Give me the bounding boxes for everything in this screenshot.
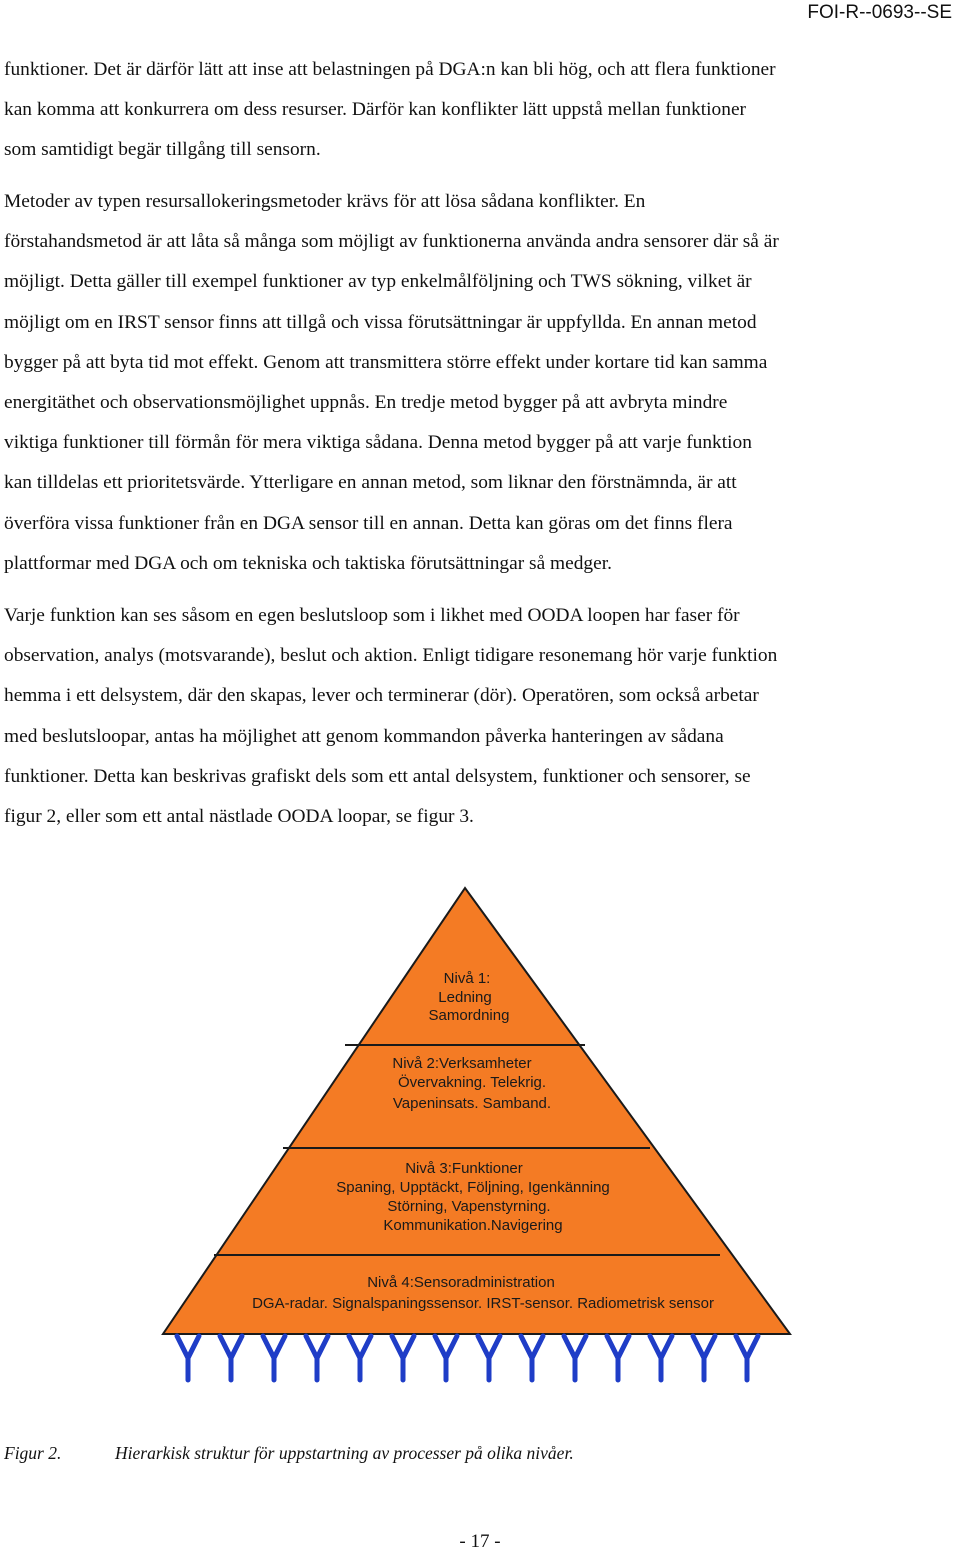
paragraph-3 xyxy=(4,596,956,837)
level-1-label: Nivå 1: xyxy=(443,970,491,987)
figure-caption-label: Figur 2. xyxy=(4,1443,62,1463)
level-3-desc: Störning, Vapenstyrning. xyxy=(387,1198,551,1215)
text-line: hemma i ett delsystem, där den skapas, lever och terminerar (dör). Operatören, som också arbetar xyxy=(4,685,759,707)
sensor-antennas xyxy=(177,1336,758,1380)
antenna-icon xyxy=(220,1336,242,1380)
text-line: möjligt om en IRST sensor finns att tillgå och vissa förutsättningar är uppfyllda. En annan metod xyxy=(4,311,757,333)
pyramid-diagram xyxy=(0,880,960,1390)
figure-caption-text: Hierarkisk struktur för uppstartning av processer på olika nivåer. xyxy=(115,1443,574,1463)
level-2 xyxy=(392,1055,551,1112)
level-2-label: Nivå 2:Verksamheter xyxy=(392,1055,532,1072)
antenna-icon xyxy=(650,1336,672,1380)
page-number: - 17 - xyxy=(459,1531,501,1552)
level-3-desc: Spaning, Upptäckt, Följning, Igenkänning xyxy=(336,1179,610,1196)
text-line: kan tilldelas ett prioritetsvärde. Ytterligare en annan metod, som liknar den förstnämnda, är att xyxy=(4,472,737,494)
paragraph-2 xyxy=(4,182,956,584)
text-line: energitäthet och observationsmöjlighet uppnås. En tredje metod bygger på att avbryta mindre xyxy=(4,392,728,414)
antenna-icon xyxy=(435,1336,457,1380)
level-3-label: Nivå 3:Funktioner xyxy=(405,1160,523,1177)
text-line: kan komma att konkurrera om dess resurser. Därför kan konflikter lätt uppstå mellan funktioner xyxy=(4,99,747,121)
text-line: med beslutsloopar, antas ha möjlighet att genom kommandon påverka hanteringen av sådana xyxy=(4,725,724,747)
text-line: som samtidigt begär tillgång till sensorn. xyxy=(4,139,321,161)
antenna-icon xyxy=(564,1336,586,1380)
text-line: figur 2, eller som ett antal nästlade OODA loopar, se figur 3. xyxy=(4,806,474,828)
paragraph-1 xyxy=(4,50,956,171)
antenna-icon xyxy=(736,1336,758,1380)
level-3-desc: Kommunikation.Navigering xyxy=(383,1217,563,1234)
text-line: förstahandsmetod är att låta så många som möjligt av funktionerna använda andra sensorer där så är xyxy=(4,231,779,253)
text-line: möjligt. Detta gäller till exempel funktioner av typ enkelmålföljning och TWS sökning, vilket är xyxy=(4,271,752,293)
level-1-desc: Samordning xyxy=(428,1007,510,1024)
antenna-icon xyxy=(177,1336,199,1380)
antenna-icon xyxy=(392,1336,414,1380)
text-line: plattformar med DGA och om tekniska och taktiska förutsättningar så medger. xyxy=(4,552,612,574)
text-line: överföra vissa funktioner från en DGA sensor till en annan. Detta kan göras om det finns flera xyxy=(4,512,733,534)
text-line: bygger på att byta tid mot effekt. Genom att transmittera större effekt under kortare tid kan samma xyxy=(4,351,768,373)
level-2-desc: Vapeninsats. Samband. xyxy=(392,1095,552,1112)
antenna-icon xyxy=(306,1336,328,1380)
antenna-icon xyxy=(478,1336,500,1380)
antenna-icon xyxy=(693,1336,715,1380)
antenna-icon xyxy=(263,1336,285,1380)
level-2-desc: Övervakning. Telekrig. xyxy=(397,1074,547,1091)
text-line: observation, analys (motsvarande), beslut och aktion. Enligt tidigare resonemang hör varje funktion xyxy=(4,645,778,667)
text-line: Metoder av typen resursallokeringsmetoder krävs för att lösa sådana konflikter. En xyxy=(4,191,646,212)
antenna-icon xyxy=(521,1336,543,1380)
text-line: Varje funktion kan ses såsom en egen beslutsloop som i likhet med OODA loopen har faser för xyxy=(4,605,740,626)
text-line: viktiga funktioner till förmån för mera viktiga sådana. Denna metod bygger på att varje funktion xyxy=(4,432,752,454)
antenna-icon xyxy=(349,1336,371,1380)
antenna-icon xyxy=(607,1336,629,1380)
level-4-label: Nivå 4:Sensoradministration xyxy=(367,1274,555,1291)
text-line: funktioner. Detta kan beskrivas grafiskt dels som ett antal delsystem, funktioner och sensorer, se xyxy=(4,765,751,787)
text-line: funktioner. Det är därför lätt att inse att belastningen på DGA:n kan bli hög, och att flera funktioner xyxy=(4,59,776,80)
level-4-desc: DGA-radar. Signalspaningssensor. IRST-sensor. Radiometrisk sensor xyxy=(252,1295,714,1312)
level-1-title: Ledning xyxy=(438,989,492,1006)
document-code: FOI-R--0693--SE xyxy=(807,2,952,23)
